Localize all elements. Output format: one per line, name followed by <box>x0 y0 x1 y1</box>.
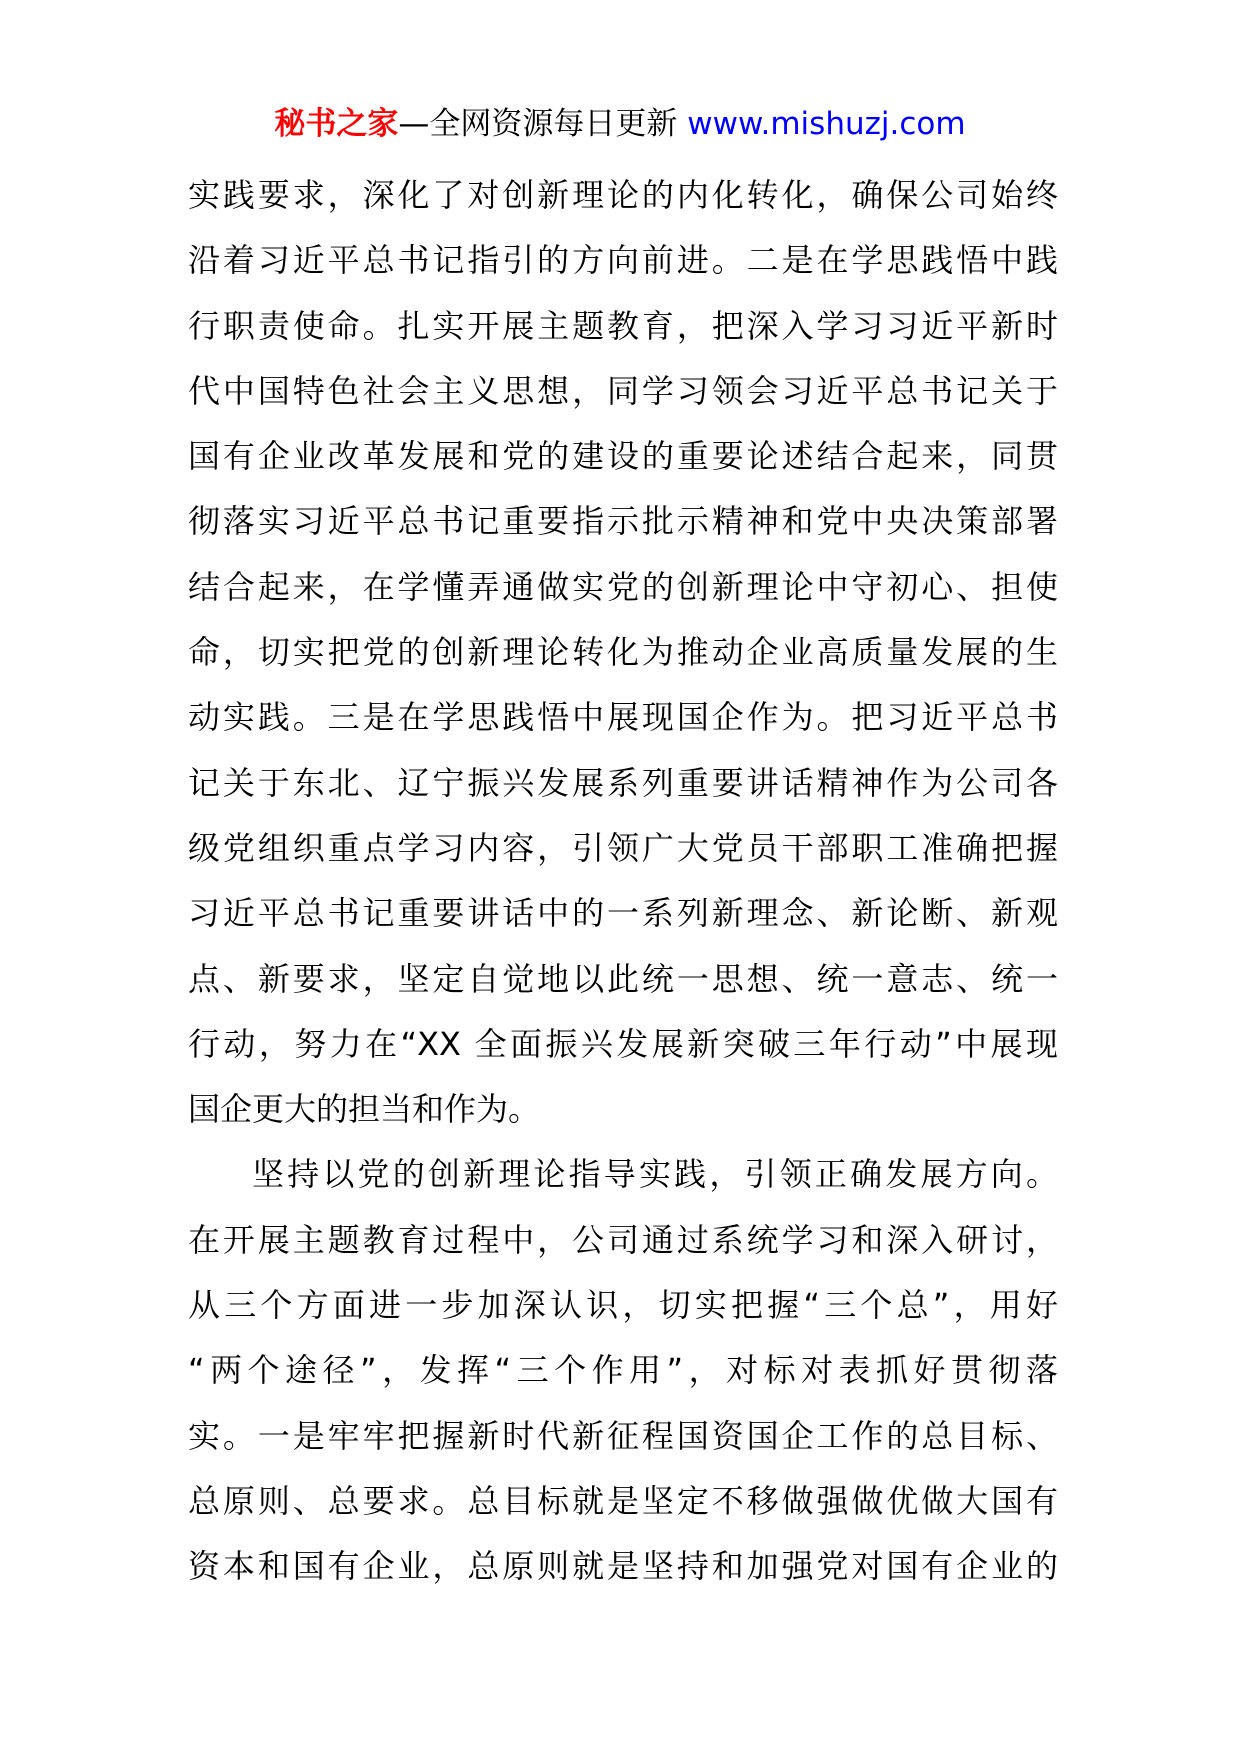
text-line: 沿着习近平总书记指引的方向前进。二是在学思践悟中践 <box>188 241 1058 280</box>
text-line: 总原则、总要求。总目标就是坚定不移做强做优做大国有 <box>188 1481 1058 1520</box>
text-line: “两个途径”，发挥“三个作用”，对标对表抓好贯彻落 <box>188 1351 1058 1390</box>
brand-name: 秘书之家 <box>274 106 399 142</box>
site-header-banner <box>0 102 1240 146</box>
text-line: 行职责使命。扎实开展主题教育，把深入学习习近平新时 <box>188 306 1058 345</box>
text-line: 习近平总书记重要讲话中的一系列新理念、新论断、新观 <box>188 894 1058 933</box>
text-line: 在开展主题教育过程中，公司通过系统学习和深入研讨， <box>188 1220 1058 1259</box>
text-line: 国企更大的担当和作为。 <box>188 1090 541 1129</box>
text-line: 结合起来，在学懂弄通做实党的创新理论中守初心、担使 <box>188 567 1058 606</box>
header-tagline: —全网资源每日更新 <box>398 106 688 142</box>
text-line: 实。一是牢牢把握新时代新征程国资国企工作的总目标、 <box>188 1416 1058 1455</box>
text-line: 命，切实把党的创新理论转化为推动企业高质量发展的生 <box>188 633 1058 672</box>
text-line: 从三个方面进一步加深认识，切实把握“三个总”，用好 <box>188 1286 1058 1325</box>
text-line: 资本和国有企业，总原则就是坚持和加强党对国有企业的 <box>188 1547 1058 1586</box>
text-line: 国有企业改革发展和党的建设的重要论述结合起来，同贯 <box>188 437 1058 476</box>
site-url-link[interactable]: www.mishuzj.com <box>687 106 966 142</box>
text-line: 行动，努力在“XX 全面振兴发展新突破三年行动”中展现 <box>188 1024 1058 1063</box>
text-line: 代中国特色社会主义思想，同学习领会习近平总书记关于 <box>188 371 1058 410</box>
text-line: 记关于东北、辽宁振兴发展系列重要讲话精神作为公司各 <box>188 763 1058 802</box>
text-line: 级党组织重点学习内容，引领广大党员干部职工准确把握 <box>188 828 1058 867</box>
text-line: 坚持以党的创新理论指导实践，引领正确发展方向。 <box>252 1155 1058 1194</box>
text-line: 动实践。三是在学思践悟中展现国企作为。把习近平总书 <box>188 698 1058 737</box>
text-line: 点、新要求，坚定自觉地以此统一思想、统一意志、统一 <box>188 959 1058 998</box>
text-line: 彻落实习近平总书记重要指示批示精神和党中央决策部署 <box>188 502 1058 541</box>
text-line: 实践要求，深化了对创新理论的内化转化，确保公司始终 <box>188 176 1058 214</box>
document-body <box>188 163 1058 1600</box>
